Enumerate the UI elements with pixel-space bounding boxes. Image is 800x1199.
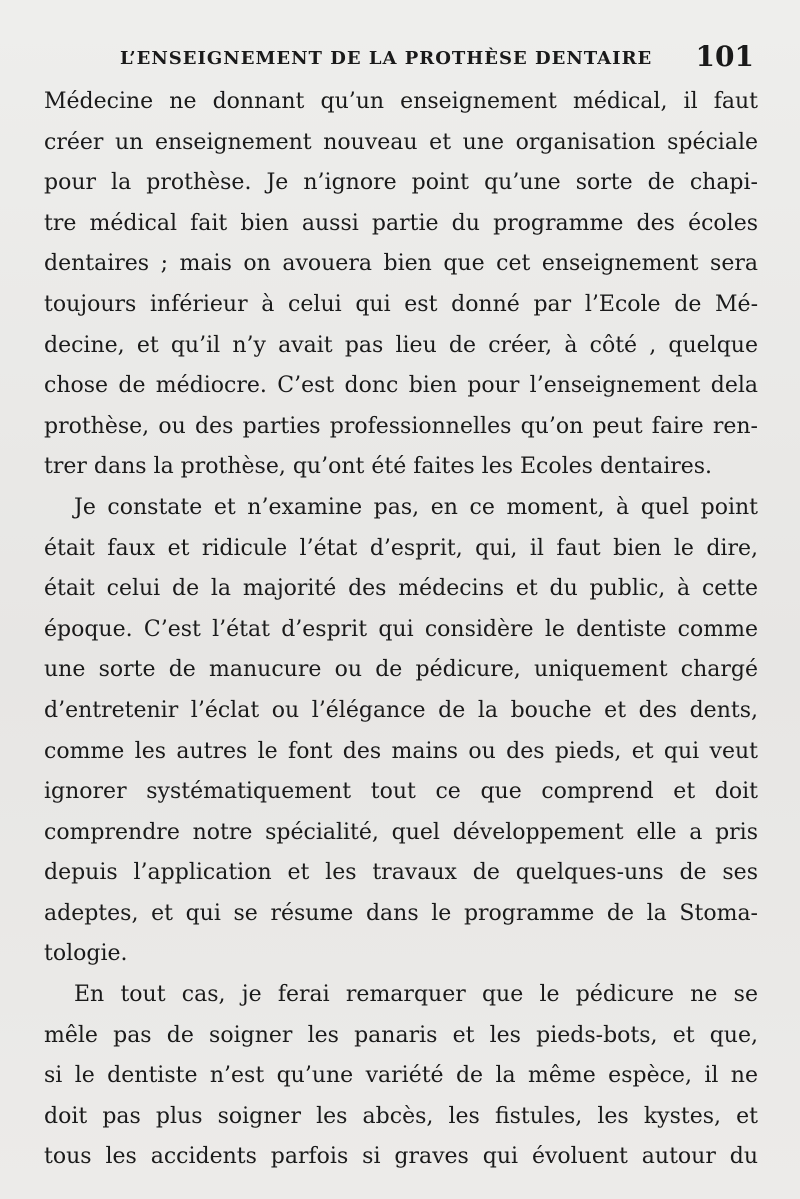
- text-line: d’entretenir l’éclat ou l’élégance de la bouche et des dents,: [44, 697, 758, 723]
- text-line: adeptes, et qui se résume dans le programme de la Stoma-: [44, 900, 758, 926]
- text-line: mêle pas de soigner les panaris et les pieds-bots, et que,: [44, 1022, 758, 1048]
- text-line: comme les autres le font des mains ou des pieds, et qui veut: [44, 738, 758, 764]
- text-line: époque. C’est l’état d’esprit qui considère le dentiste comme: [44, 616, 758, 642]
- text-line: toujours inférieur à celui qui est donné par l’Ecole de Mé-: [44, 291, 758, 317]
- text-line: était celui de la majorité des médecins et du public, à cette: [44, 576, 758, 602]
- text-line: créer un enseignement nouveau et une organisation spéciale: [44, 129, 758, 155]
- text-line: doit pas plus soigner les abcès, les fistules, les kystes, et: [44, 1103, 758, 1129]
- text-line: était faux et ridicule l’état d’esprit, qui, il faut bien le dire,: [44, 535, 758, 561]
- text-line: dentaires ; mais on avouera bien que cet enseignement sera: [44, 251, 758, 277]
- text-line: une sorte de manucure ou de pédicure, uniquement chargé: [44, 657, 758, 683]
- running-head: [0, 38, 800, 78]
- text-line: depuis l’application et les travaux de quelques-uns de ses: [44, 860, 758, 886]
- text-line: ignorer systématiquement tout ce que comprend et doit: [44, 779, 758, 805]
- text-line: trer dans la prothèse, qu’ont été faites les Ecoles dentaires.: [44, 454, 713, 480]
- text-line: comprendre notre spécialité, quel développement elle a pris: [44, 819, 758, 845]
- text-line: chose de médiocre. C’est donc bien pour l’enseignement dela: [44, 373, 758, 399]
- text-line: decine, et qu’il n’y avait pas lieu de créer, à côté , quelque: [44, 332, 758, 358]
- text-line: prothèse, ou des parties professionnelles qu’on peut faire ren-: [44, 413, 758, 439]
- text-line: si le dentiste n’est qu’une variété de la même espèce, il ne: [44, 1063, 758, 1089]
- text-line: Médecine ne donnant qu’un enseignement médical, il faut: [44, 89, 758, 114]
- body-text: [44, 82, 758, 1178]
- text-line: En tout cas, je ferai remarquer que le pédicure ne se: [74, 982, 758, 1008]
- text-line: tologie.: [44, 941, 128, 967]
- page-number: 101: [695, 40, 754, 73]
- text-line: Je constate et n’examine pas, en ce moment, à quel point: [74, 494, 758, 520]
- text-line: pour la prothèse. Je n’ignore point qu’une sorte de chapi-: [44, 170, 758, 196]
- text-line: tre médical fait bien aussi partie du programme des écoles: [44, 210, 758, 236]
- running-title: L’ENSEIGNEMENT DE LA PROTHÈSE DENTAIRE: [120, 48, 653, 69]
- text-line: tous les accidents parfois si graves qui évoluent autour du: [44, 1144, 758, 1170]
